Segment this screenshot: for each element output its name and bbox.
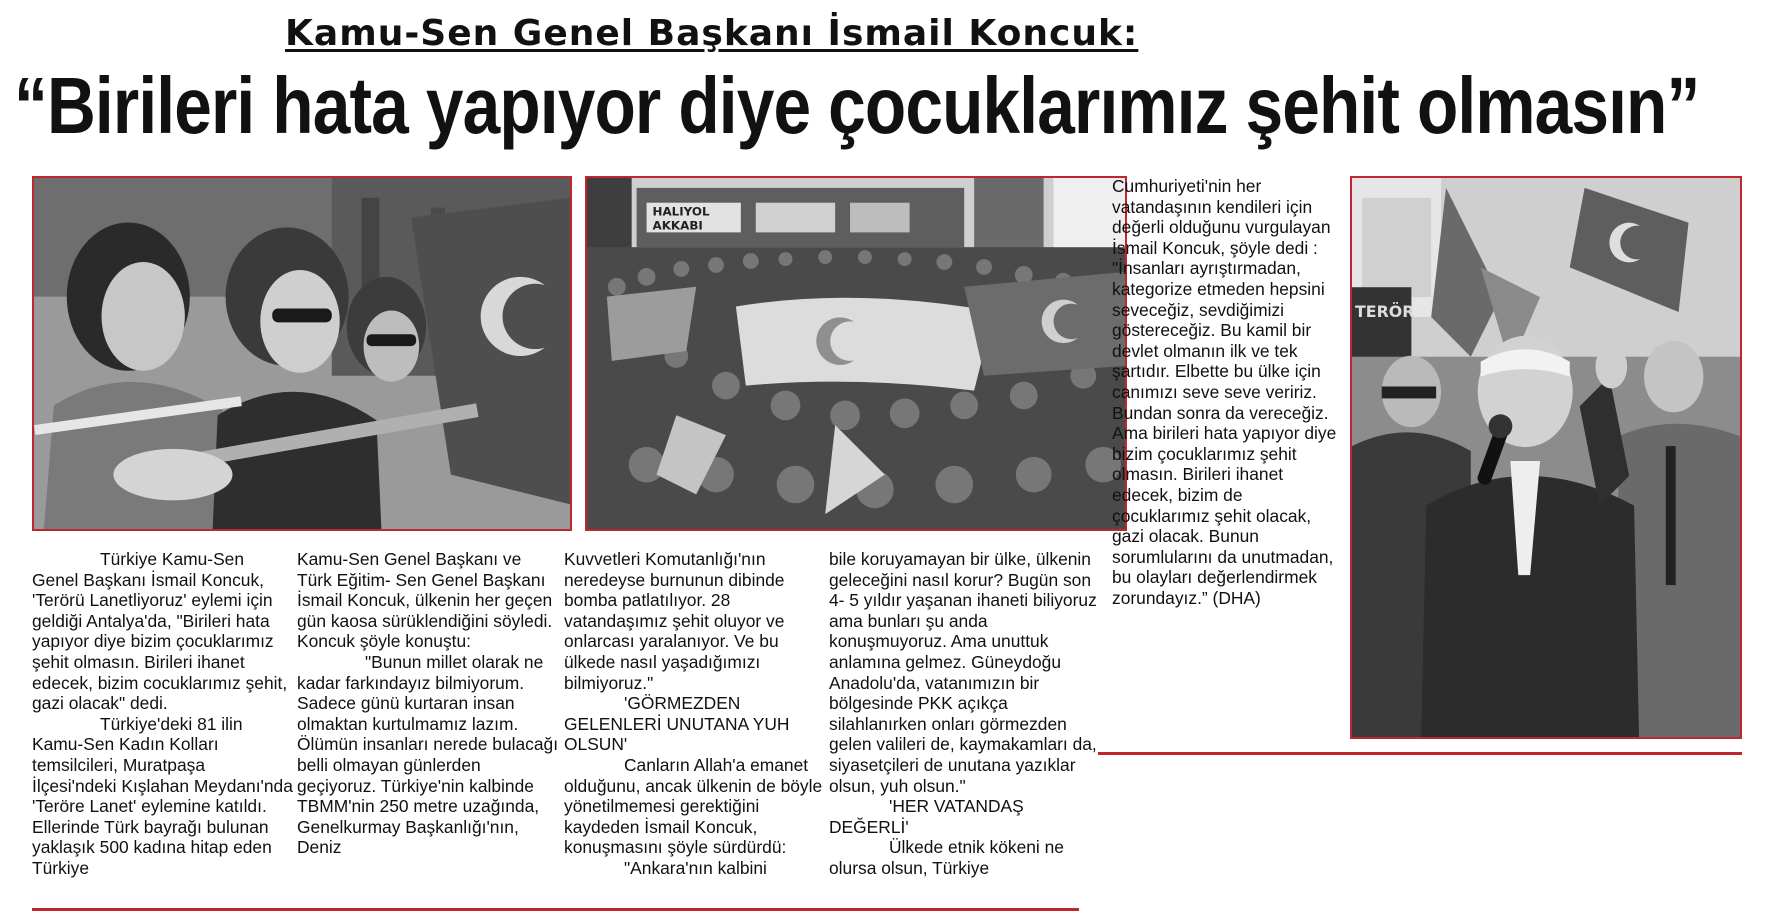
section-heading: 'GÖRMEZDEN GELENLERİ UNUTANA YUH OLSUN' xyxy=(564,693,790,755)
article-column-1 xyxy=(32,549,294,879)
paragraph: Türkiye'deki 81 ilin Kamu-Sen Kadın Kolları temsilcileri, Muratpaşa İlçesi'ndeki Kışlahan Meydanı'nda 'Teröre Lanet' eylemine katıldı. Ellerinde Türk bayrağı bulunan yaklaşık 500 kadına hitap eden Türkiye xyxy=(32,713,293,878)
photo-crowd-flag xyxy=(585,176,1127,531)
paragraph: "Ankara'nın kalbini xyxy=(624,857,767,878)
shop-sign-1: HALIYOL xyxy=(652,204,710,219)
paragraph: "Bunun millet olarak ne kadar farkındayız bilmiyorum. Sadece günü kurtaran insan olmaktan kurtulmamız lazım. Ölümün insanları nerede bulacağı belli olmayan günlerden geçiyoruz. Türkiye'nin kalbinde TBMM'nin 250 metre uzağında, Genelkurmay Başkanlığı'nın, Deniz xyxy=(297,651,559,858)
paragraph: bile koruyamayan bir ülke, ülkenin geleceğini nasıl korur? Bugün son 4- 5 yıldır yaşanan ihaneti biliyoruz ama bunları şu anda konuşmuyoruz. Ama unuttuk anlamına gelmez. Güneydoğu Anadolu'da, vatanımızın bir bölgesinde PKK açıkça silahlanırken onları görmezden gelen valileri de, kaymakamları da, siyasetçileri de unutana yazıklar olsun, yuh olsun." xyxy=(829,549,1097,796)
banner-text: TERÖR xyxy=(1354,301,1415,322)
article-column-4 xyxy=(829,549,1097,879)
paragraph: Cumhuriyeti'nin her vatandaşının kendileri için değerli olduğunu vurgulayan İsmail Koncuk, şöyle dedi : "İnsanları ayrıştırmadan, kategorize etmeden hepsini seveceğiz, sevdiğimizi göstereceğiz. Bu kamil bir devlet olmanın ilk ve tek şartıdır. Elbette bu ülke için canımızı seve seve veririz. Bundan sonra da vereceğiz. Ama birileri hata yapıyor diye bizim çocuklarımız şehit olmasın. Birileri ihanet edecek, bizim de çocuklarımız şehit olacak, gazi olacak. Bunun sorumlularını da unutmadan, bu olayları değerlendirmek zorundayız.” (DHA) xyxy=(1112,176,1337,608)
paragraph: Türkiye Kamu-Sen Genel Başkanı İsmail Koncuk, 'Terörü Lanetliyoruz' eylemi için geldiği Antalya'da, "Birileri hata yapıyor diye bizim çocuklarımız şehit olmasın. Birileri ihanet edecek, bizim cocuklarımız şehit, gazi olacak" dedi. xyxy=(32,549,288,714)
article-headline: “Birileri hata yapıyor diye çocuklarımız şehit olmasın” xyxy=(14,61,1700,150)
paragraph: Kamu-Sen Genel Başkanı ve Türk Eğitim- Sen Genel Başkanı İsmail Koncuk, ülkenin her geçen gün kaosa sürüklendiğini söyledi. Koncuk şöyle konuştu: xyxy=(297,549,553,652)
paragraph: Kuvvetleri Komutanlığı'nın neredeyse burnunun dibinde bomba patlatılıyor. 28 vatandaşımız şehit oluyor ve onlarcası yaralanıyor. Ve bu ülkede nasıl yaşadığımızı bilmiyoruz." xyxy=(564,549,785,693)
shop-sign-2: AKKABI xyxy=(652,218,703,233)
section-heading: 'HER VATANDAŞ DEĞERLİ' xyxy=(829,796,1024,837)
right-column-rule xyxy=(1098,752,1742,755)
article-kicker: Kamu-Sen Genel Başkanı İsmail Koncuk: xyxy=(285,13,1139,54)
paragraph: Ülkede etnik kökeni ne olursa olsun, Türkiye xyxy=(829,837,1064,878)
photo-speaker xyxy=(1350,176,1742,739)
article-column-5 xyxy=(1104,176,1344,608)
article-column-3 xyxy=(564,549,825,879)
article-column-2 xyxy=(297,549,559,858)
photo-women-protest xyxy=(32,176,572,531)
bottom-rule-left xyxy=(32,908,1079,911)
paragraph: Canların Allah'a emanet olduğunu, ancak ülkenin de böyle yönetilmemesi gerektiğini kaydeden İsmail Koncuk, konuşmasını şöyle sürdürdü: xyxy=(564,754,823,858)
